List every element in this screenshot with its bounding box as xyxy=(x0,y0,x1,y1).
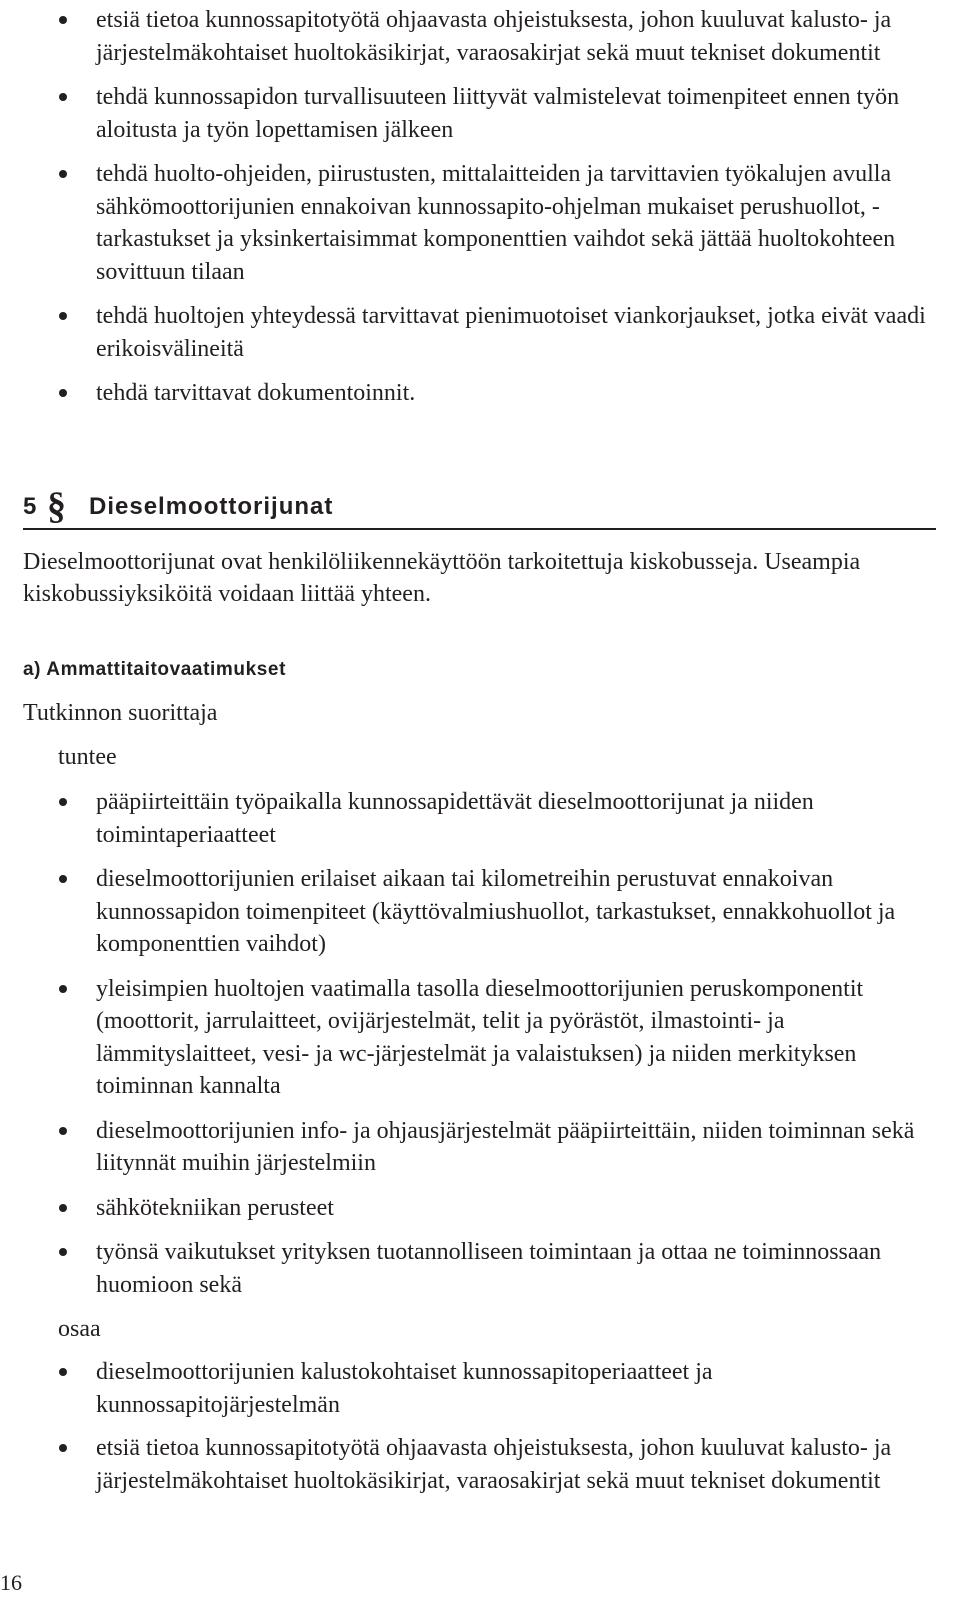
bullet-icon xyxy=(59,1444,67,1452)
bullet-icon xyxy=(59,985,67,993)
list-item: etsiä tietoa kunnossapitotyötä ohjaavasta ohjeistuksesta, johon kuuluvat kalusto- ja järjestelmäkohtaiset huoltokäsikirjat, varaosakirjat sekä muut tekniset dokumentit xyxy=(58,4,938,69)
subsection-title: a) Ammattitaitovaatimukset xyxy=(23,659,287,680)
performer-label: Tutkinnon suorittaja xyxy=(23,700,218,726)
list-item: tehdä tarvittavat dokumentoinnit. xyxy=(58,377,938,410)
bullet-icon xyxy=(59,389,67,397)
bullet-icon xyxy=(59,798,67,806)
can-label: osaa xyxy=(58,1316,101,1342)
list-item: tehdä kunnossapidon turvallisuuteen liittyvät valmistelevat toimenpiteet ennen työn aloitusta ja työn lopettamisen jälkeen xyxy=(58,81,938,146)
knows-label: tuntee xyxy=(58,744,117,770)
list-item: dieselmoottorijunien kalustokohtaiset kunnossapitoperiaatteet ja kunnossapitojärjestelmän xyxy=(58,1356,938,1421)
list-item: pääpiirteittäin työpaikalla kunnossapidettävät dieselmoottorijunat ja niiden toimintaperiaatteet xyxy=(58,786,938,851)
bullet-icon xyxy=(59,312,67,320)
bullet-icon xyxy=(59,1127,67,1135)
list-item: yleisimpien huoltojen vaatimalla tasolla dieselmoottorijunien peruskomponentit (moottorit, jarrulaitteet, ovijärjestelmät, telit ja pyörästöt, ilmastointi- ja lämmityslaitteet, vesi- ja wc-järjestelmät ja valaistuksen) ja niiden merkityksen toiminnan kannalta xyxy=(58,973,938,1103)
section-title: Dieselmoottorijunat xyxy=(89,493,334,520)
list-item: dieselmoottorijunien erilaiset aikaan tai kilometreihin perustuvat ennakoivan kunnossapidon toimenpiteet (käyttövalmiushuollot, tarkastukset, ennakkohuollot ja komponenttien vaihdot) xyxy=(58,863,938,961)
section-symbol-icon: § xyxy=(47,485,67,527)
bullet-icon xyxy=(59,93,67,101)
top-bullet-list xyxy=(58,4,938,422)
list-item: etsiä tietoa kunnossapitotyötä ohjaavasta ohjeistuksesta, johon kuuluvat kalusto- ja järjestelmäkohtaiset huoltokäsikirjat, varaosakirjat sekä muut tekniset dokumentit xyxy=(58,1432,938,1497)
list-item: dieselmoottorijunien info- ja ohjausjärjestelmät pääpiirteittäin, niiden toiminnan sekä liitynnät muihin järjestelmiin xyxy=(58,1115,938,1180)
list-item: tehdä huoltojen yhteydessä tarvittavat pienimuotoiset viankorjaukset, jotka eivät vaadi erikoisvälineitä xyxy=(58,300,938,365)
bullet-icon xyxy=(59,1368,67,1376)
section-number: 5 xyxy=(23,493,38,520)
list-item: tehdä huolto-ohjeiden, piirustusten, mittalaitteiden ja tarvittavien työkalujen avulla sähkömoottorijunien ennakoivan kunnossapito-ohjelman mukaiset perushuollot, -tarkastukset ja yksinkertaisimmat komponenttien vaihdot sekä jättää huoltokohteen sovittuun tilaan xyxy=(58,158,938,288)
section-heading xyxy=(23,485,936,530)
bullet-icon xyxy=(59,1204,67,1212)
bullet-icon xyxy=(59,875,67,883)
knows-bullet-list xyxy=(58,786,938,1313)
page-number: 16 xyxy=(0,1570,22,1595)
bullet-icon xyxy=(59,16,67,24)
bullet-icon xyxy=(59,1248,67,1256)
bullet-icon xyxy=(59,170,67,178)
list-item: työnsä vaikutukset yrityksen tuotannolliseen toimintaan ja ottaa ne toiminnossaan huomioon sekä xyxy=(58,1236,938,1301)
list-item: sähkötekniikan perusteet xyxy=(58,1192,938,1225)
section-intro: Dieselmoottorijunat ovat henkilöliikennekäyttöön tarkoitettuja kiskobusseja. Useampia kiskobussiyksiköitä voidaan liittää yhteen. xyxy=(23,549,861,607)
can-bullet-list xyxy=(58,1356,938,1508)
